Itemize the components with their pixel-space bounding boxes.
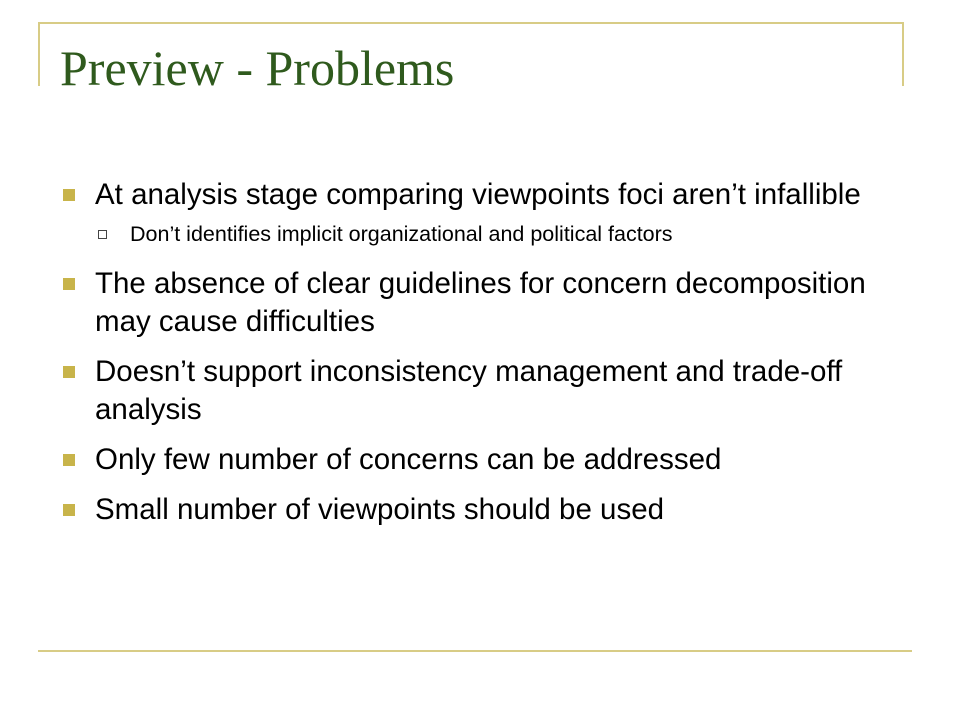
square-bullet-icon <box>63 504 75 516</box>
hollow-square-bullet-icon <box>98 230 107 239</box>
subbullet-text: Don’t identifies implicit organizational and political factors <box>130 222 673 246</box>
frame-left-line <box>38 22 40 86</box>
bullet-list <box>0 176 960 541</box>
slide-title: Preview - Problems <box>60 40 455 96</box>
bullet-item <box>0 441 895 479</box>
bullet-item <box>0 176 895 214</box>
square-bullet-icon <box>63 454 75 466</box>
bullet-item <box>0 491 895 529</box>
square-bullet-icon <box>63 278 75 290</box>
subbullet-item <box>0 218 860 251</box>
bullet-text: The absence of clear guidelines for concern decomposition may cause difficulties <box>95 267 866 338</box>
square-bullet-icon <box>63 189 75 201</box>
bullet-text: At analysis stage comparing viewpoints foci aren’t infallible <box>95 178 861 211</box>
bullet-text: Only few number of concerns can be addressed <box>95 443 722 476</box>
bullet-item <box>0 265 895 341</box>
frame-bottom-line <box>38 650 912 652</box>
frame-top-line <box>38 22 904 24</box>
bullet-text: Small number of viewpoints should be used <box>95 493 665 526</box>
frame-right-line <box>902 22 904 86</box>
bullet-text: Doesn’t support inconsistency management and trade-off analysis <box>95 355 843 426</box>
bullet-item <box>0 353 895 429</box>
square-bullet-icon <box>63 366 75 378</box>
